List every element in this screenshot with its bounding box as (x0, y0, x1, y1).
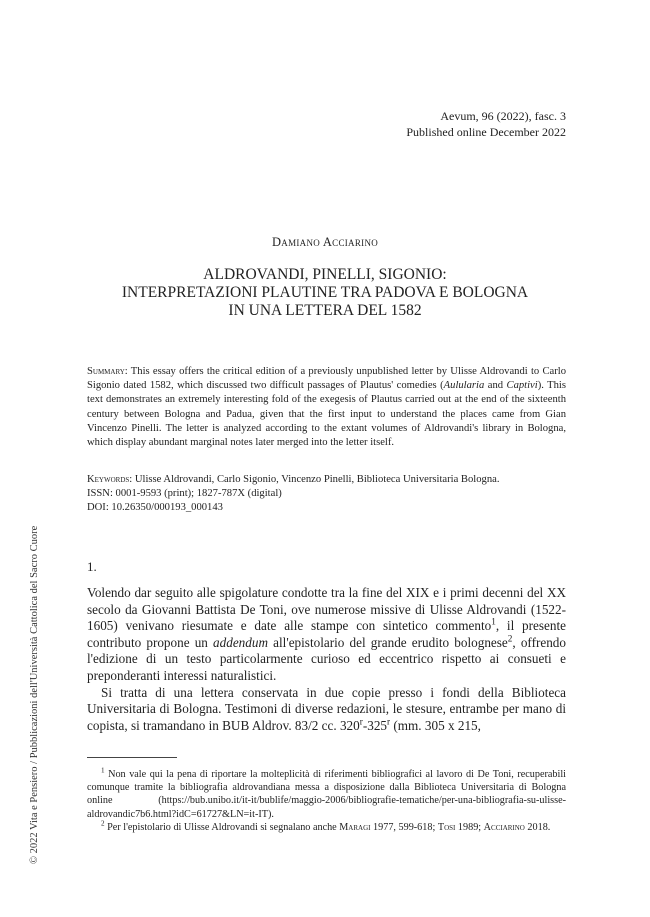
body-text-run: (mm. 305 x 215, (390, 717, 481, 733)
body-text (87, 585, 566, 734)
body-text-run: Si tratta di una lettera conservata in due copie presso i fondi della Biblioteca Universitaria di Bologna. Testimoni di diverse redazioni, le stesure, entrambe per mano di copista, si tramandano in BUB Aldrov. 83/2 cc. 320 (87, 684, 566, 733)
doi: DOI: 10.26350/000193_000143 (87, 502, 223, 514)
footnote-1-number: 1 (101, 766, 105, 775)
body-paragraph-1 (87, 585, 566, 685)
body-text-run: -325 (362, 717, 388, 733)
footnote-divider (87, 757, 177, 758)
author-name: Damiano Acciarino (271, 235, 379, 249)
body-text-run: , il presente contributo propone un (87, 618, 566, 650)
issn: ISSN: 0001-9593 (print); 1827-787X (digital) (87, 488, 282, 500)
footnote-1-text: Non vale qui la pena di riportare la molteplicità di riferimenti bibliografici al lavoro di De Toni, recuperabili comunque tramite la bibliografia aldrovandiana messa a disposizione dalla Biblioteca Universitaria di Bologna online (https://bub.unibo.it/it-it/bublife/maggio-2006/bibliografie-tematiche/per-una-bibliografia-su-ulisse-aldrovandic7b6.html?idC=61727&LN=it-IT). (87, 769, 566, 820)
citation-tosi: Tosi (437, 821, 456, 833)
title-line-2: INTERPRETAZIONI PLAUTINE TRA PADOVA E BOLOGNA (121, 284, 529, 301)
keywords-label: Keywords: (87, 474, 133, 485)
footnote-2-text: 1977, 599-618; (370, 821, 438, 833)
citation-acciarino: Acciarino (483, 821, 525, 833)
footnote-2-text: Per l'epistolario di Ulisse Aldrovandi si segnalano anche (104, 821, 340, 833)
footnote-ref-1[interactable]: 1 (491, 616, 496, 627)
body-text-run: Volendo dar seguito alle spigolature condotte tra la fine del XIX e i primi decenni del XX secolo da Giovanni Battista De Toni, ove numerose missive di Ulisse Aldrovandi (1522-1605) venivano riesumate e date alle stampe con sintetico commento (87, 585, 566, 634)
recto-superscript: r (359, 716, 363, 727)
publication-date: Published online December 2022 (406, 125, 566, 139)
footnote-2 (87, 821, 566, 834)
article-metadata (87, 473, 566, 516)
body-italic-addendum: addendum (213, 634, 268, 650)
footnote-2-text: 2018. (524, 821, 551, 833)
title-line-3: IN UNA LETTERA DEL 1582 (228, 302, 422, 319)
abstract-text-b: and (484, 380, 507, 392)
section-number: 1. (87, 559, 97, 574)
footnote-1 (87, 768, 566, 821)
journal-header (406, 108, 566, 140)
abstract-italic-captivi: Captivi (506, 380, 538, 392)
keywords-text: Ulisse Aldrovandi, Carlo Sigonio, Vincenzo Pinelli, Biblioteca Universitaria Bologna. (132, 474, 500, 485)
keywords (87, 473, 566, 487)
abstract (87, 365, 566, 450)
footnote-ref-2[interactable]: 2 (507, 633, 513, 644)
footnote-2-number: 2 (101, 819, 105, 828)
title-line-1: ALDROVANDI, PINELLI, SIGONIO: (203, 266, 447, 283)
body-text-run: , offrendo l'edizione di un testo particolarmente curioso ed eccentrico rispetto ai consueti e preponderanti interessi naturalistici. (87, 634, 566, 683)
abstract-label: Summary: (87, 366, 128, 377)
footnote-2-text: 1989; (455, 821, 484, 833)
abstract-text-c: ). This text demonstrates an extremely interesting fold of the exegesis of Plautus carried out at the end of the sixteenth century between Bologna and Padua, given that the first input to understand the places came from Gian Vincenzo Pinelli. The letter is analyzed according to the extant volumes of Aldrovandi's library in Bologna, which display abundant marginal notes later merged into the letter itself. (87, 380, 566, 449)
body-paragraph-2 (87, 685, 566, 735)
side-copyright: © 2022 Vita e Pensiero / Pubblicazioni dell'Università Cattolica del Sacro Cuore (29, 525, 40, 864)
body-text-run: all'epistolario del grande erudito bolognese (268, 634, 508, 650)
recto-superscript: r (387, 716, 391, 727)
article-title (0, 266, 650, 320)
citation-maragi: Maragi (339, 821, 371, 833)
footnotes (87, 768, 566, 834)
journal-citation: Aevum, 96 (2022), fasc. 3 (440, 109, 566, 123)
abstract-text-a: This essay offers the critical edition of a previously unpublished letter by Ulisse Aldrovandi to Carlo Sigonio dated 1582, which discussed two difficult passages of Plautus' comedies ( (87, 366, 566, 392)
abstract-italic-aulularia: Aulularia (443, 380, 485, 392)
